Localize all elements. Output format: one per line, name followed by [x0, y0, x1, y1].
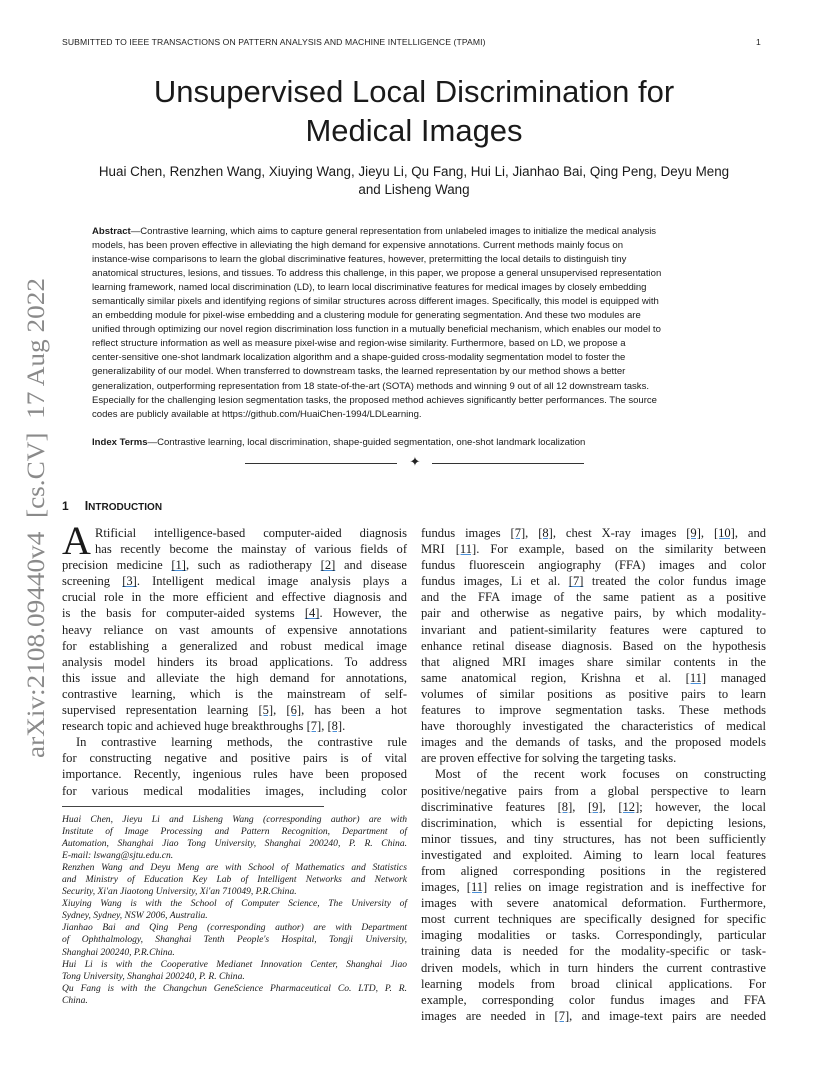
body-line: training data is needed for the modality-specific or task- — [421, 944, 766, 959]
arxiv-id-text: arXiv:2108.09440v4 [cs.CV] 17 Aug 2022 — [21, 308, 50, 758]
abstract-line: Abstract—Contrastive learning, which aims to capture general representation from unlabeled images to initialize the medical analysis — [92, 226, 657, 237]
footnote-line: of Ophthalmology, Shanghai Tenth People's Hospital, Tongji University, — [62, 934, 407, 946]
citation-link[interactable]: [8] — [327, 719, 343, 734]
citation-link[interactable]: [4] — [304, 606, 320, 621]
body-line: fundus fluorescein angiography (FFA) images and color — [421, 558, 766, 573]
body-line: In contrastive learning methods, the contrastive rule — [76, 735, 407, 750]
separator-rule-left — [245, 463, 397, 464]
body-line: enhance retinal disease diagnosis. Based on the hypothesis — [421, 638, 766, 653]
citation-link[interactable]: [7] — [568, 574, 584, 589]
footnote-rule — [62, 806, 324, 807]
body-line: features to improve segmentation tasks. These methods — [421, 703, 766, 718]
footnote-line: Security, Xi'an Jiaotong University, Xi'an 710049, P.R.China. — [62, 886, 297, 898]
author-line: Huai Chen, Renzhen Wang, Xiuying Wang, Jieyu Li, Qu Fang, Hui Li, Jianhao Bai, Qing Peng, Deyu Meng — [98, 164, 730, 179]
abstract-label: Abstract — [92, 226, 131, 237]
body-line: images, [11] relies on image registration and is ineffective for — [421, 880, 766, 895]
body-line: supervised representation learning [5], [6], has been a hot — [62, 703, 407, 718]
body-line: learning models from broad clinical applications. For — [421, 976, 766, 991]
body-line: invariant and patient-similarity features were captured to — [421, 622, 766, 637]
citation-link[interactable]: [7] — [510, 526, 526, 540]
citation-link[interactable]: [9] — [587, 799, 603, 814]
body-line: crucial role in the more efficient and effective diagnosis and — [62, 590, 407, 605]
body-line: for constructing negative and positive pairs is of vital — [62, 751, 407, 766]
body-line: example, corresponding color fundus images and FFA — [421, 992, 766, 1007]
body-line: contrastive learning, which is the mainstream of self- — [62, 686, 407, 701]
footnote-line: Xiuying Wang is with the School of Computer Science, The University of — [62, 898, 407, 910]
body-line: positive/negative pairs from a global perspective to learn — [421, 783, 766, 798]
citation-link[interactable]: [12] — [618, 799, 640, 814]
footnote-line: E-mail: lswang@sjtu.edu.cn. — [62, 850, 174, 862]
citation-link[interactable]: [1] — [171, 558, 186, 573]
footnote-line: Jianhao Bai and Qing Peng (corresponding author) are with Department — [62, 922, 407, 934]
body-line: images with severe anatomical deformation. Furthermore, — [421, 896, 766, 911]
footnote-line: Qu Fang is with the Changchun GeneScience Pharmaceutical Co. LTD, P. R. — [62, 982, 407, 994]
abstract-line: reflect structure information as well as measure pixel-wise and region-wise similarity. Furthermore, based on LD, we propose a — [92, 338, 626, 350]
footnote-line: Shanghai 200240, P.R.China. — [62, 946, 175, 958]
body-line: for establishing a generalized and robust medical image — [62, 638, 407, 653]
separator-rule-right — [432, 463, 584, 464]
body-line: precision medicine [1], such as radiotherapy [2] and disease — [62, 558, 407, 573]
body-line: that aligned MRI images share similar contents in the — [421, 654, 766, 669]
citation-link[interactable]: [11] — [466, 880, 488, 895]
body-line: minor tissues, and tiny structures, has not been sufficiently — [421, 831, 766, 846]
footnote-line: Automation, Shanghai Jiao Tong University, Shanghai 200240, P. R. China. — [62, 838, 407, 850]
body-line: screening [3]. Intelligent medical image analysis plays a — [62, 574, 407, 589]
body-line: for various medical modalities images, including color — [62, 783, 407, 798]
body-line: research topic and achieved huge breakthroughs [7], [8]. — [62, 719, 346, 734]
body-line: are proven effective for solving the targeting tasks. — [421, 751, 677, 766]
citation-link[interactable]: [8] — [557, 799, 573, 814]
footnote-line: China. — [62, 994, 88, 1006]
body-line: and the FFA image of the same patient as a positive — [421, 590, 766, 605]
affiliation-footnotes — [62, 814, 407, 1007]
section-title-initial: I — [84, 499, 89, 513]
body-line: this issue and alleviate the high demand for annotations, — [62, 670, 407, 685]
footnote-line: Hui Li is with the Cooperative Medianet Innovation Center, Shanghai Jiao — [62, 958, 407, 970]
abstract-line: semantically similar pixels and identifying regions of similar structures across different images. Specifically, this model is equipped with — [92, 296, 659, 308]
abstract-line: models, has been proven effective in alleviating the high demand for expensive annotations. Current methods mainly focus on — [92, 240, 624, 252]
section-heading — [62, 499, 162, 513]
section-separator — [245, 455, 584, 470]
citation-link[interactable]: [2] — [320, 558, 336, 573]
title-line: Unsupervised Local Discrimination for — [153, 74, 675, 109]
body-line: pair and otherwise as negative pairs, by which modality- — [421, 606, 766, 621]
body-line: fundus images [7], [8], chest X-ray images [9], [10], and — [421, 526, 767, 540]
right-column — [421, 525, 766, 1024]
author-list — [60, 163, 768, 199]
citation-link[interactable]: [11] — [455, 542, 477, 557]
body-line: is the basis for computer-aided systems [4]. However, the — [62, 606, 407, 621]
footnote-line: Sydney, Sydney, NSW 2006, Australia. — [62, 910, 208, 922]
footnote-line: Institute of Image Processing and Pattern Recognition, Department of — [62, 826, 407, 838]
abstract-line: codes are publicly available at https://github.com/HuaiChen-1994/LDLearning. — [92, 408, 422, 420]
body-line: volumes of similar positions as positive pairs to learn — [421, 686, 766, 701]
citation-link[interactable]: [3] — [122, 574, 137, 589]
abstract-line: anatomical structures, lesions, and tissues. To address this challenge, in this paper, we propose a general unsupervised representation — [92, 268, 662, 280]
title-line: Medical Images — [305, 113, 523, 148]
abstract-line: Especially for the challenging lesion segmentation tasks, the proposed method achieves significantly better performances. The source — [92, 394, 657, 406]
body-line: fundus images, Li et al. [7] treated the color fundus image — [421, 574, 766, 589]
body-line: investigated and exploited. Aiming to learn local features — [421, 847, 766, 862]
footnote-line: Tong University, Shanghai 200240, P. R. China. — [62, 970, 245, 982]
footnote-line: and Ministry of Education Key Lab of Intelligent Networks and Network — [62, 874, 407, 886]
footnote-line: Huai Chen, Jieyu Li and Lisheng Wang (corresponding author) are with — [62, 814, 407, 825]
citation-link[interactable]: [6] — [286, 703, 302, 718]
body-line: discrimination, which is essential for depicting lesions, — [421, 815, 766, 830]
arxiv-sidebar — [12, 278, 56, 758]
citation-link[interactable]: [8] — [538, 526, 553, 540]
body-line: images and the demands of tasks, and the proposed models — [421, 735, 766, 750]
index-terms — [92, 436, 736, 450]
citation-link[interactable]: [9] — [686, 526, 701, 540]
left-column — [62, 518, 407, 799]
abstract-line: center-sensitive one-shot landmark localization algorithm and a shape-guided cross-modality segmentation model to foster the — [92, 352, 626, 364]
body-line: importance. Recently, ingenious rules have been proposed — [62, 767, 407, 782]
abstract-line: learning framework, named local discrimination (LD), to learn local discriminative features for medical images by closely embedding — [92, 282, 647, 294]
section-number: 1 — [62, 499, 69, 513]
page-number: 1 — [756, 37, 761, 47]
index-terms-label: Index Terms — [92, 437, 148, 448]
body-line: has recently become the mainstay of various fields of — [95, 542, 407, 557]
footnote-line: Renzhen Wang and Deyu Meng are with School of Mathematics and Statistics — [62, 862, 407, 874]
citation-link[interactable]: [7] — [306, 719, 322, 734]
body-line: driven models, which in turn hinders the current contrastive — [421, 960, 766, 975]
body-line: imaging modalities or tasks. Correspondingly, particular — [421, 928, 766, 943]
separator-star-icon: ✦ — [409, 455, 421, 470]
citation-link[interactable]: [10] — [713, 526, 735, 540]
body-line: most current techniques are specifically designed for specific — [421, 912, 766, 927]
abstract — [92, 225, 736, 422]
citation-link[interactable]: [5] — [258, 703, 274, 718]
paper-title — [60, 72, 768, 150]
dropcap-paragraph — [62, 518, 407, 563]
body-line: heavy reliance on vast amounts of expensive annotations — [62, 622, 407, 637]
index-terms-text: —Contrastive learning, local discrimination, shape-guided segmentation, one-shot landmark localization — [147, 437, 586, 448]
body-line: same anatomical region, Krishna et al. [11] managed — [421, 670, 766, 685]
body-line: from aligned corresponding positions in the registered — [421, 863, 766, 878]
body-line: analysis model hinders its broad applications. To address — [62, 654, 407, 669]
body-line: MRI [11]. For example, based on the similarity between — [421, 542, 767, 557]
abstract-line: instance-wise comparisons to learn the global discriminative features, however, pretermitting the local details to distinguish tiny — [92, 254, 627, 266]
abstract-line: generalization, outperforming representation from 18 state-of-the-art (SOTA) methods and winning 9 out of all 12 downstream tasks. — [92, 380, 650, 392]
body-line: images are needed in [7], and image-text pairs are needed — [421, 1008, 766, 1023]
body-line: Most of the recent work focuses on constructing — [435, 767, 766, 782]
abstract-line: unified through optimizing our novel region discrimination loss function in a mutually beneficial mechanism, which enables our model to — [92, 324, 661, 336]
citation-link[interactable]: [7] — [554, 1008, 570, 1023]
dropcap-letter: A — [62, 518, 91, 563]
abstract-line: an embedding module for pixel-wise embedding and a clustering module for generating segmentation. And these two modules are — [92, 310, 641, 322]
author-line: and Lisheng Wang — [358, 182, 470, 197]
body-line: have thoroughly investigated the characteristics of medical — [421, 719, 766, 734]
citation-link[interactable]: [11] — [685, 670, 707, 685]
body-line: Rtificial intelligence-based computer-aided diagnosis — [95, 526, 407, 540]
abstract-line: generalizability of our model. When transferred to downstream tasks, the learned representation by our method shows a better — [92, 366, 626, 378]
body-line: discriminative features [8], [9], [12]; however, the local — [421, 799, 766, 814]
section-title-rest: NTRODUCTION — [88, 502, 163, 513]
running-head: SUBMITTED TO IEEE TRANSACTIONS ON PATTERN ANALYSIS AND MACHINE INTELLIGENCE (TPAMI) — [62, 37, 486, 47]
